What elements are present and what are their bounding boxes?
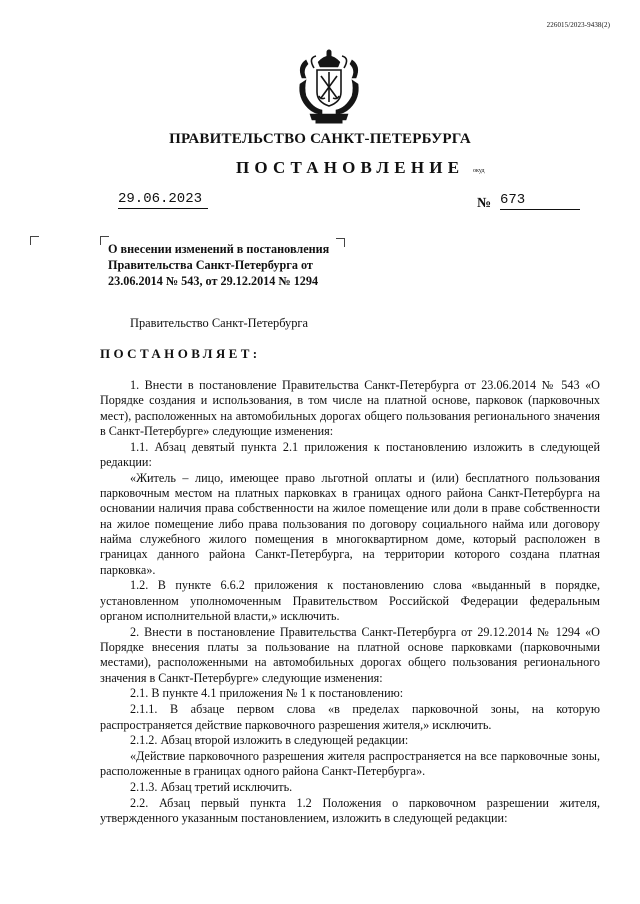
paragraph-2: 2. Внести в постановление Правительства Санкт-Петербурга от 29.12.2014 № 1294 «О Порядке внесения платы за пользование на платной основе парковками (парковочными местами), расположенными на автомобильных дорогах общего пользования регионального значения в Санкт-Петербурге» следующие изменения: [100, 624, 600, 685]
paragraph-1: 1. Внести в постановление Правительства Санкт-Петербурга от 23.06.2014 № 543 «О Порядке создания и использования, в том числе на платной основе, парковок (парковочных мест), расположенных на автомобильных дорогах общего пользования регионального значения в Санкт-Петербурге» следующие изменения: [100, 378, 600, 438]
document-number: 673 [500, 192, 580, 210]
paragraph-1-1: 1.1. Абзац девятый пункта 2.1 приложения к постановлению изложить в следующей редакции: [100, 439, 600, 469]
number-label: № [477, 196, 492, 211]
document-date: 29.06.2023 [118, 191, 208, 209]
subject-corner-top-left [30, 236, 39, 245]
document-body [100, 378, 600, 827]
okud-label: окуд [473, 168, 485, 174]
paragraph-2-1-2: 2.1.2. Абзац второй изложить в следующей редакции: [130, 733, 409, 748]
paragraph-2-2: 2.2. Абзац первый пункта 1.2 Положения о парковочном разрешении жителя, утвержденного указанным постановлением, изложить в следующей редакции: [100, 796, 600, 826]
paragraph-2-1-1: 2.1.1. В абзаце первом слова «в пределах парковочной зоны, на которую распространяется действие парковочного разрешения жителя,» исключить. [100, 702, 600, 732]
paragraph-2-1-3: 2.1.3. Абзац третий исключить. [130, 780, 293, 795]
decree-keyword: ПОСТАНОВЛЯЕТ: [100, 346, 261, 361]
government-heading: ПРАВИТЕЛЬСТВО САНКТ-ПЕТЕРБУРГА [169, 131, 471, 147]
document-subject: О внесении изменений в постановления Правительства Санкт-Петербурга от 23.06.2014 № 543, от 29.12.2014 № 1294 [108, 242, 330, 288]
issuing-authority-line: Правительство Санкт-Петербурга [130, 316, 308, 330]
paragraph-quote-resident: «Житель – лицо, имеющее право льготной оплаты и (или) бесплатного пользования парковочным местом на платных парковках в границах одного района Санкт-Петербурга на основании наличия права собственности на жилое помещение или доли в праве собственности на жилое помещение либо права пользования по договору социального найма или договору найма служебного жилого помещения в многоквартирном доме, который расположен в границах данного района Санкт-Петербурга, на территории которого создана платная парковка». [100, 470, 600, 577]
document-title: ПОСТАНОВЛЕНИЕ [236, 158, 465, 177]
document-registration-number: 226015/2023-9438(2) [546, 21, 610, 29]
paragraph-1-2: 1.2. В пункте 6.6.2 приложения к постановлению слова «выданный в порядке, установленном уполномоченным Правительством Российской Федерации федеральным органом исполнительной власти,» исключить. [100, 578, 600, 623]
paragraph-2-1: 2.1. В пункте 4.1 приложения № 1 к постановлению: [130, 686, 404, 701]
paragraph-quote-permit: «Действие парковочного разрешения жителя распространяется на все парковочные зоны, расположенные в границах одного района Санкт-Петербурга». [100, 749, 600, 779]
coat-of-arms-icon [296, 48, 362, 124]
